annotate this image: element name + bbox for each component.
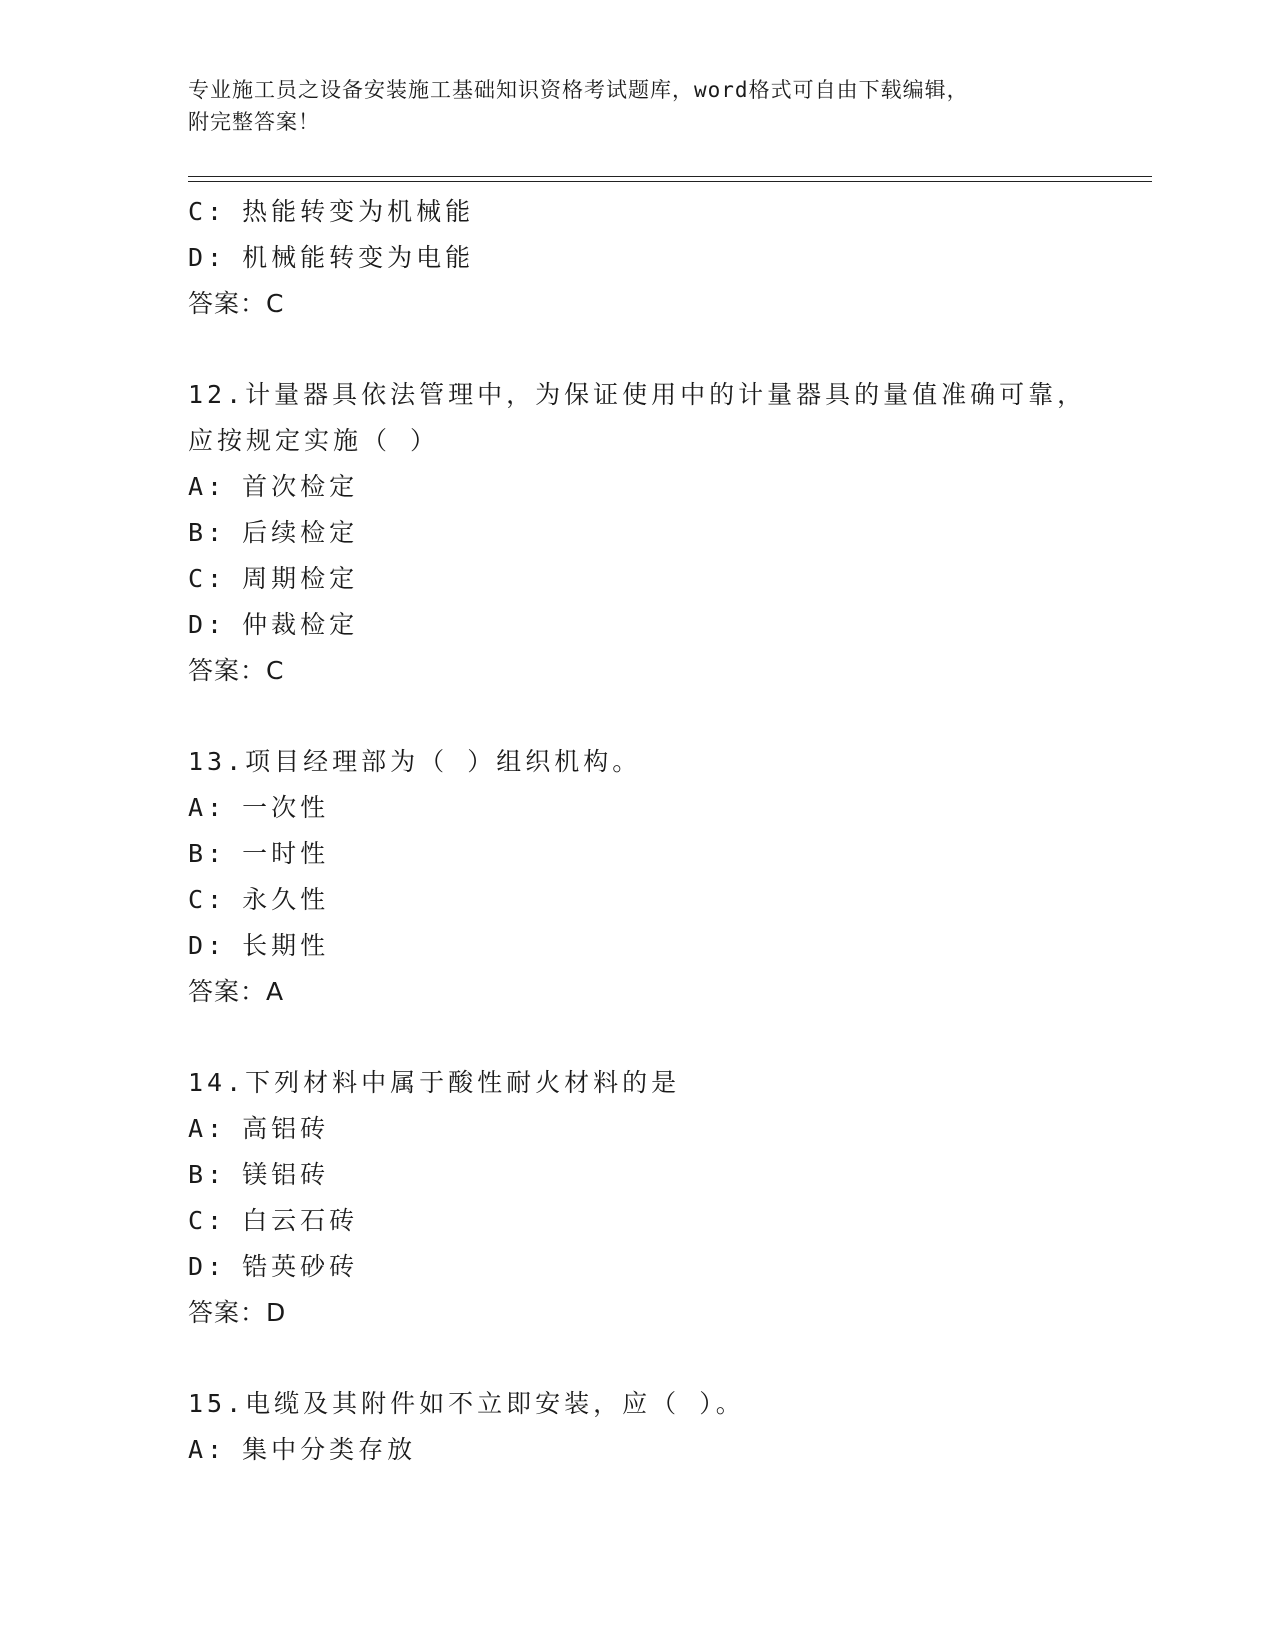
option-row: [188, 1198, 1128, 1244]
option-row: [188, 602, 1128, 648]
answer-value: C: [266, 656, 285, 685]
option-row: [188, 235, 1128, 281]
answer-row: [188, 1290, 1128, 1336]
header-line-2: 附完整答案！: [188, 110, 320, 134]
answer-row: [188, 969, 1128, 1015]
option-letter: A:: [188, 793, 227, 822]
option-letter: A:: [188, 1114, 227, 1143]
option-text: 长期性: [242, 931, 330, 960]
answer-row: [188, 281, 1128, 327]
answer-label: 答案：: [188, 656, 267, 685]
option-row: [188, 556, 1128, 602]
answer-value: D: [266, 1298, 287, 1327]
option-text: 周期检定: [242, 564, 359, 593]
option-text: 集中分类存放: [242, 1435, 417, 1464]
option-text: 机械能转变为电能: [242, 243, 475, 272]
option-letter: D:: [188, 243, 227, 272]
spacer: [188, 1336, 1128, 1381]
spacer: [188, 327, 1128, 372]
option-text: 一时性: [242, 839, 330, 868]
option-row: [188, 1427, 1128, 1473]
answer-row: [188, 648, 1128, 694]
option-row: [188, 1152, 1128, 1198]
option-text: 一次性: [242, 793, 330, 822]
option-letter: A:: [188, 472, 227, 501]
option-letter: D:: [188, 1252, 227, 1281]
header-divider-bottom: [188, 181, 1152, 182]
option-row: [188, 510, 1128, 556]
option-row: [188, 877, 1128, 923]
answer-label: 答案：: [188, 1298, 267, 1327]
option-text: 首次检定: [242, 472, 359, 501]
option-row: [188, 1106, 1128, 1152]
option-letter: B:: [188, 1160, 227, 1189]
option-row: [188, 923, 1128, 969]
option-letter: C:: [188, 197, 227, 226]
question-stem: 13.项目经理部为（ ）组织机构。: [188, 747, 642, 776]
question-stem: 15.电缆及其附件如不立即安装，应（ ）。: [188, 1389, 745, 1418]
option-text: 镁铝砖: [242, 1160, 330, 1189]
option-row: [188, 189, 1128, 235]
option-letter: B:: [188, 518, 227, 547]
spacer: [188, 694, 1128, 739]
option-letter: C:: [188, 564, 227, 593]
option-row: [188, 785, 1128, 831]
option-letter: C:: [188, 1206, 227, 1235]
question-stem: 12.计量器具依法管理中，为保证使用中的计量器具的量值准确可靠，: [188, 380, 1087, 409]
answer-value: A: [266, 977, 285, 1006]
question-list: [188, 189, 1128, 1473]
option-letter: A:: [188, 1435, 227, 1464]
question-stem-continued: 应按规定实施（ ）: [188, 426, 440, 455]
answer-value: C: [266, 289, 285, 318]
option-text: 永久性: [242, 885, 330, 914]
option-row: [188, 464, 1128, 510]
option-text: 热能转变为机械能: [242, 197, 475, 226]
question-stem: 14.下列材料中属于酸性耐火材料的是: [188, 1068, 681, 1097]
document-header: [188, 74, 1088, 138]
answer-label: 答案：: [188, 977, 267, 1006]
option-text: 后续检定: [242, 518, 359, 547]
option-text: 高铝砖: [242, 1114, 330, 1143]
option-letter: D:: [188, 610, 227, 639]
option-letter: D:: [188, 931, 227, 960]
spacer: [188, 1015, 1128, 1060]
header-divider-top: [188, 176, 1152, 177]
option-text: 仲裁检定: [242, 610, 359, 639]
option-letter: C:: [188, 885, 227, 914]
option-letter: B:: [188, 839, 227, 868]
option-text: 锆英砂砖: [242, 1252, 359, 1281]
option-row: [188, 1244, 1128, 1290]
header-line-1: 专业施工员之设备安装施工基础知识资格考试题库，word格式可自由下载编辑，: [188, 78, 969, 102]
option-text: 白云石砖: [242, 1206, 359, 1235]
option-row: [188, 831, 1128, 877]
answer-label: 答案：: [188, 289, 267, 318]
